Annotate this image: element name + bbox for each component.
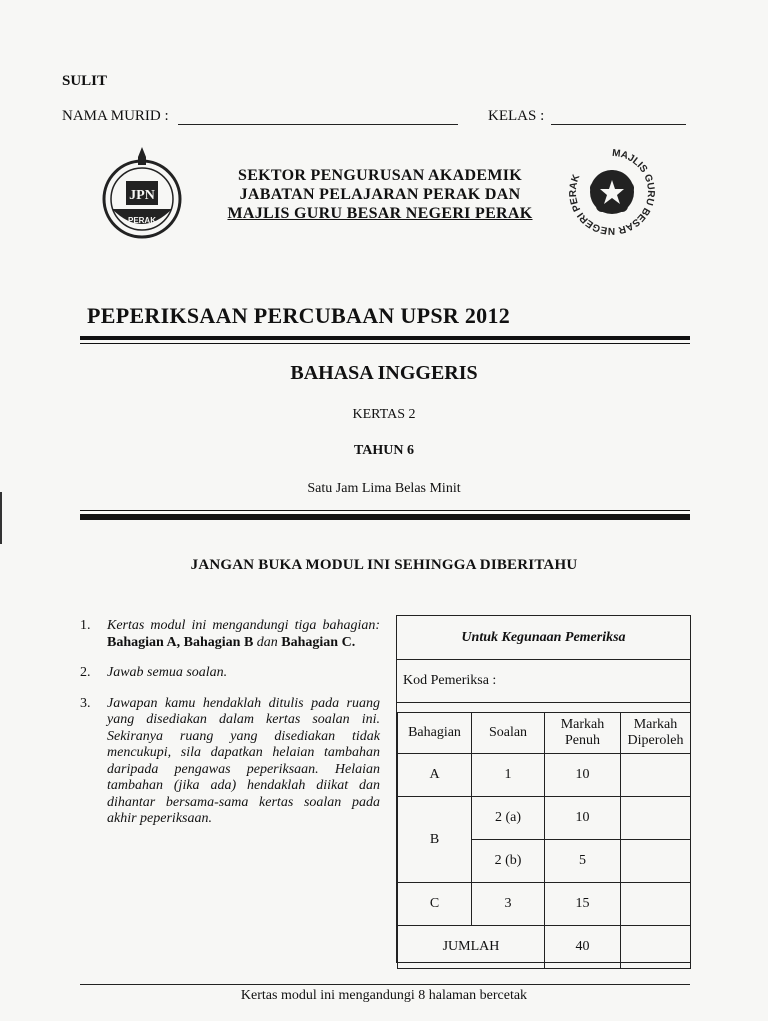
cell-section: A: [398, 754, 472, 797]
table-row: [398, 797, 691, 840]
class-line[interactable]: [551, 124, 686, 125]
instruction-item: [80, 618, 380, 651]
title-rule-thick: [80, 336, 690, 340]
exam-title: PEPERIKSAAN PERCUBAAN UPSR 2012: [87, 303, 511, 328]
scan-margin-mark: [0, 492, 2, 544]
table-header-row: [398, 713, 691, 754]
instruction-text: Jawab semua soalan.: [107, 665, 228, 680]
cell-question: 2 (a): [472, 797, 545, 840]
majlis-guru-besar-logo: [562, 142, 662, 242]
classification-label: SULIT: [62, 73, 108, 89]
org-line-1: SEKTOR PENGURUSAN AKADEMIK: [238, 167, 522, 184]
examiner-code-field[interactable]: Kod Pemeriksa :: [397, 659, 690, 703]
cell-full-marks: 10: [545, 754, 621, 797]
total-full-marks: 40: [545, 926, 621, 969]
svg-text:MAJLIS GURU BESAR NEGERI PERAK: MAJLIS GURU BESAR NEGERI PERAK: [567, 147, 657, 237]
cell-question: 2 (b): [472, 840, 545, 883]
cell-section: B: [398, 797, 472, 883]
svg-text:PERAK: PERAK: [127, 216, 157, 225]
table-row: [398, 754, 691, 797]
subject-title: BAHASA INGGERIS: [290, 362, 478, 384]
header-question: Soalan: [472, 713, 545, 754]
org-line-3: MAJLIS GURU BESAR NEGERI PERAK: [227, 205, 533, 222]
examiner-box: [396, 615, 691, 963]
instruction-item: [80, 696, 380, 828]
organization-heading: [190, 166, 570, 223]
cell-marks-obtained[interactable]: [621, 797, 691, 840]
duration-label: Satu Jam Lima Belas Minit: [307, 481, 461, 496]
instruction-number: 3.: [80, 695, 91, 711]
duration-rule-thin: [80, 510, 690, 511]
jpn-perak-logo: [96, 143, 188, 243]
instructions-list: [80, 618, 380, 842]
cell-section: C: [398, 883, 472, 926]
footer-rule: [80, 984, 690, 985]
cell-full-marks: 5: [545, 840, 621, 883]
total-label: JUMLAH: [398, 926, 545, 969]
marks-table: [397, 712, 691, 969]
title-rule-thin: [80, 343, 690, 344]
header-marks-obtained: Markah Diperoleh: [621, 713, 691, 754]
do-not-open-warning: JANGAN BUKA MODUL INI SEHINGGA DIBERITAHU: [190, 557, 578, 573]
examiner-box-title: Untuk Kegunaan Pemeriksa: [397, 616, 690, 660]
table-row: [398, 883, 691, 926]
student-name-line[interactable]: [178, 124, 458, 125]
year-label: TAHUN 6: [353, 443, 415, 458]
total-row: [398, 926, 691, 969]
paper-number: KERTAS 2: [352, 407, 416, 422]
duration-rule-thick: [80, 514, 690, 520]
cell-marks-obtained[interactable]: [621, 754, 691, 797]
instruction-number: 2.: [80, 665, 91, 680]
cell-marks-obtained[interactable]: [621, 840, 691, 883]
instruction-text: Kertas modul ini mengandungi tiga bahagian: Bahagian A, Bahagian B dan Bahagian C.: [107, 618, 380, 650]
header-full-marks: Markah Penuh: [545, 713, 621, 754]
org-line-2: JABATAN PELAJARAN PERAK DAN: [239, 186, 521, 203]
instruction-item: [80, 665, 380, 682]
instruction-text: Jawapan kamu hendaklah ditulis pada ruang yang disediakan dalam kertas soalan ini. Sekiranya ruang yang disediakan tidak mencukupi, sila dapatkan helaian tambahan daripada pengawas peperiksaan. Helaian tambahan (jika ada) hendaklah diikat dan dihantar bersama-sama kertas soalan pada akhir peperiksaan.: [107, 695, 380, 826]
svg-text:JPN: JPN: [129, 188, 155, 203]
cell-full-marks: 10: [545, 797, 621, 840]
class-label: KELAS :: [488, 108, 545, 124]
instruction-number: 1.: [80, 618, 91, 633]
student-name-label: NAMA MURID :: [62, 108, 169, 124]
total-marks-obtained[interactable]: [621, 926, 691, 969]
cell-question: 3: [472, 883, 545, 926]
cell-marks-obtained[interactable]: [621, 883, 691, 926]
page-count-footer: Kertas modul ini mengandungi 8 halaman bercetak: [240, 988, 528, 1003]
cell-question: 1: [472, 754, 545, 797]
cell-full-marks: 15: [545, 883, 621, 926]
header-section: Bahagian: [398, 713, 472, 754]
